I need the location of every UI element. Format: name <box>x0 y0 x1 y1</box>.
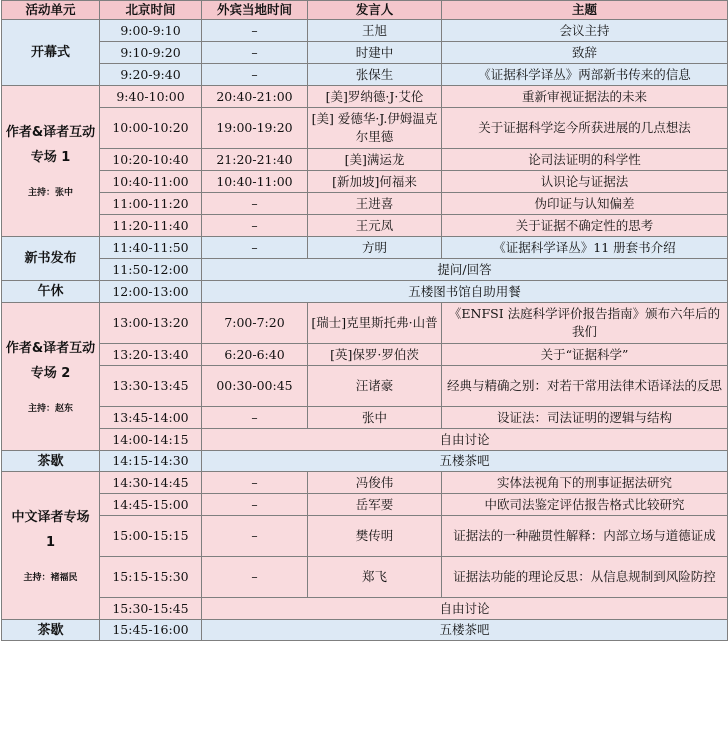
beijing-time: 10:40-11:00 <box>100 171 202 193</box>
section-tea-break <box>2 451 100 472</box>
merged-activity: 五楼茶吧 <box>202 620 728 641</box>
speaker: [美]满运龙 <box>308 149 442 171</box>
beijing-time: 15:45-16:00 <box>100 620 202 641</box>
topic: 伪印证与认知偏差 <box>442 193 728 215</box>
header-unit: 活动单元 <box>2 1 100 20</box>
speaker: [美]罗纳德·J·艾伦 <box>308 86 442 108</box>
local-time: – <box>202 193 308 215</box>
local-time: – <box>202 472 308 494</box>
table-row <box>2 516 728 557</box>
section-tea-break <box>2 620 100 641</box>
speaker: [美] 爱德华·J.伊姆温克尔里德 <box>308 108 442 149</box>
local-time: – <box>202 237 308 259</box>
local-time: 6:20-6:40 <box>202 344 308 366</box>
section-host: 主持：张中 <box>27 188 73 198</box>
table-row <box>2 42 728 64</box>
beijing-time: 13:45-14:00 <box>100 407 202 429</box>
section-title: 新书发布 <box>24 251 77 266</box>
beijing-time: 9:40-10:00 <box>100 86 202 108</box>
speaker: 汪诸豪 <box>308 366 442 407</box>
local-time: – <box>202 42 308 64</box>
speaker: 时建中 <box>308 42 442 64</box>
beijing-time: 10:00-10:20 <box>100 108 202 149</box>
local-time: – <box>202 407 308 429</box>
section-title: 午休 <box>37 284 64 299</box>
speaker: [新加坡]何福来 <box>308 171 442 193</box>
merged-activity: 自由讨论 <box>202 429 728 451</box>
beijing-time: 13:30-13:45 <box>100 366 202 407</box>
beijing-time: 13:20-13:40 <box>100 344 202 366</box>
table-row <box>2 620 728 641</box>
local-time: – <box>202 20 308 42</box>
beijing-time: 15:00-15:15 <box>100 516 202 557</box>
local-time: – <box>202 516 308 557</box>
section-lunch <box>2 281 100 303</box>
beijing-time: 11:50-12:00 <box>100 259 202 281</box>
conference-schedule-table <box>1 0 728 641</box>
section-title: 开幕式 <box>30 45 70 60</box>
table-row <box>2 281 728 303</box>
beijing-time: 13:00-13:20 <box>100 303 202 344</box>
table-row <box>2 451 728 472</box>
table-row <box>2 303 728 344</box>
topic: 《证据科学译丛》两部新书传来的信息 <box>442 64 728 86</box>
beijing-time: 11:40-11:50 <box>100 237 202 259</box>
speaker: 岳军要 <box>308 494 442 516</box>
table-row <box>2 237 728 259</box>
table-row <box>2 86 728 108</box>
speaker: 冯俊伟 <box>308 472 442 494</box>
topic: 重新审视证据法的未来 <box>442 86 728 108</box>
header-row <box>2 1 728 20</box>
merged-activity: 五楼图书馆自助用餐 <box>202 281 728 303</box>
section-opening <box>2 20 100 86</box>
section-title: 茶歇 <box>37 622 64 638</box>
speaker: 方明 <box>308 237 442 259</box>
topic: 关于“证据科学” <box>442 344 728 366</box>
section-host: 主持：褚福民 <box>23 572 78 583</box>
local-time: 00:30-00:45 <box>202 366 308 407</box>
topic: 认识论与证据法 <box>442 171 728 193</box>
table-row <box>2 108 728 149</box>
section-host: 主持：赵东 <box>27 403 73 414</box>
topic: 实体法视角下的刑事证据法研究 <box>442 472 728 494</box>
table-row <box>2 344 728 366</box>
topic: 论司法证明的科学性 <box>442 149 728 171</box>
topic: 证据法功能的理论反思：从信息规制到风险防控 <box>442 557 728 598</box>
header-topic: 主题 <box>442 1 728 20</box>
beijing-time: 14:00-14:15 <box>100 429 202 451</box>
table-row <box>2 64 728 86</box>
topic: 关于证据科学迄今所获进展的几点想法 <box>442 108 728 149</box>
table-row <box>2 557 728 598</box>
section-title: 茶歇 <box>37 453 64 469</box>
speaker: 王进喜 <box>308 193 442 215</box>
merged-activity: 五楼茶吧 <box>202 451 728 472</box>
table-row <box>2 366 728 407</box>
topic: 设证法：司法证明的逻辑与结构 <box>442 407 728 429</box>
beijing-time: 9:00-9:10 <box>100 20 202 42</box>
topic: 证据法的一种融贯性解释：内部立场与道德证成 <box>442 516 728 557</box>
local-time: 20:40-21:00 <box>202 86 308 108</box>
table-row <box>2 407 728 429</box>
table-row <box>2 472 728 494</box>
local-time: 10:40-11:00 <box>202 171 308 193</box>
section-title: 作者&译者互动专场 2 <box>5 340 96 381</box>
topic: 经典与精确之别：对若干常用法律术语译法的反思 <box>442 366 728 407</box>
table-row <box>2 598 728 620</box>
local-time: – <box>202 64 308 86</box>
merged-activity: 自由讨论 <box>202 598 728 620</box>
topic: 中欧司法鉴定评估报告格式比较研究 <box>442 494 728 516</box>
local-time: – <box>202 215 308 237</box>
beijing-time: 14:15-14:30 <box>100 451 202 472</box>
speaker: 王旭 <box>308 20 442 42</box>
beijing-time: 9:20-9:40 <box>100 64 202 86</box>
beijing-time: 11:20-11:40 <box>100 215 202 237</box>
local-time: 19:00-19:20 <box>202 108 308 149</box>
beijing-time: 14:30-14:45 <box>100 472 202 494</box>
section-title: 作者&译者互动专场 1 <box>5 125 96 165</box>
local-time: – <box>202 557 308 598</box>
speaker: 郑飞 <box>308 557 442 598</box>
header-speaker: 发言人 <box>308 1 442 20</box>
beijing-time: 9:10-9:20 <box>100 42 202 64</box>
section-title: 中文译者专场 1 <box>11 509 90 550</box>
section-session-2 <box>2 303 100 451</box>
topic: 致辞 <box>442 42 728 64</box>
header-beijing-time: 北京时间 <box>100 1 202 20</box>
table-row <box>2 259 728 281</box>
topic: 《ENFSI 法庭科学评价报告指南》颁布六年后的我们 <box>442 303 728 344</box>
table-row <box>2 494 728 516</box>
section-translator-session <box>2 472 100 620</box>
table-row <box>2 215 728 237</box>
topic: 关于证据不确定性的思考 <box>442 215 728 237</box>
beijing-time: 10:20-10:40 <box>100 149 202 171</box>
speaker: [瑞士]克里斯托弗·山普 <box>308 303 442 344</box>
table-row <box>2 193 728 215</box>
beijing-time: 14:45-15:00 <box>100 494 202 516</box>
beijing-time: 15:30-15:45 <box>100 598 202 620</box>
table-row <box>2 171 728 193</box>
speaker: 樊传明 <box>308 516 442 557</box>
topic: 会议主持 <box>442 20 728 42</box>
section-book-launch <box>2 237 100 281</box>
table-row <box>2 149 728 171</box>
beijing-time: 15:15-15:30 <box>100 557 202 598</box>
speaker: 张保生 <box>308 64 442 86</box>
local-time: – <box>202 494 308 516</box>
table-row <box>2 20 728 42</box>
topic: 《证据科学译丛》11 册套书介绍 <box>442 237 728 259</box>
speaker: 张中 <box>308 407 442 429</box>
local-time: 7:00-7:20 <box>202 303 308 344</box>
beijing-time: 12:00-13:00 <box>100 281 202 303</box>
beijing-time: 11:00-11:20 <box>100 193 202 215</box>
header-local-time: 外宾当地时间 <box>202 1 308 20</box>
merged-activity: 提问/回答 <box>202 259 728 281</box>
speaker: 王元凤 <box>308 215 442 237</box>
local-time: 21:20-21:40 <box>202 149 308 171</box>
section-session-1 <box>2 86 100 237</box>
table-row <box>2 429 728 451</box>
speaker: [英]保罗·罗伯茨 <box>308 344 442 366</box>
